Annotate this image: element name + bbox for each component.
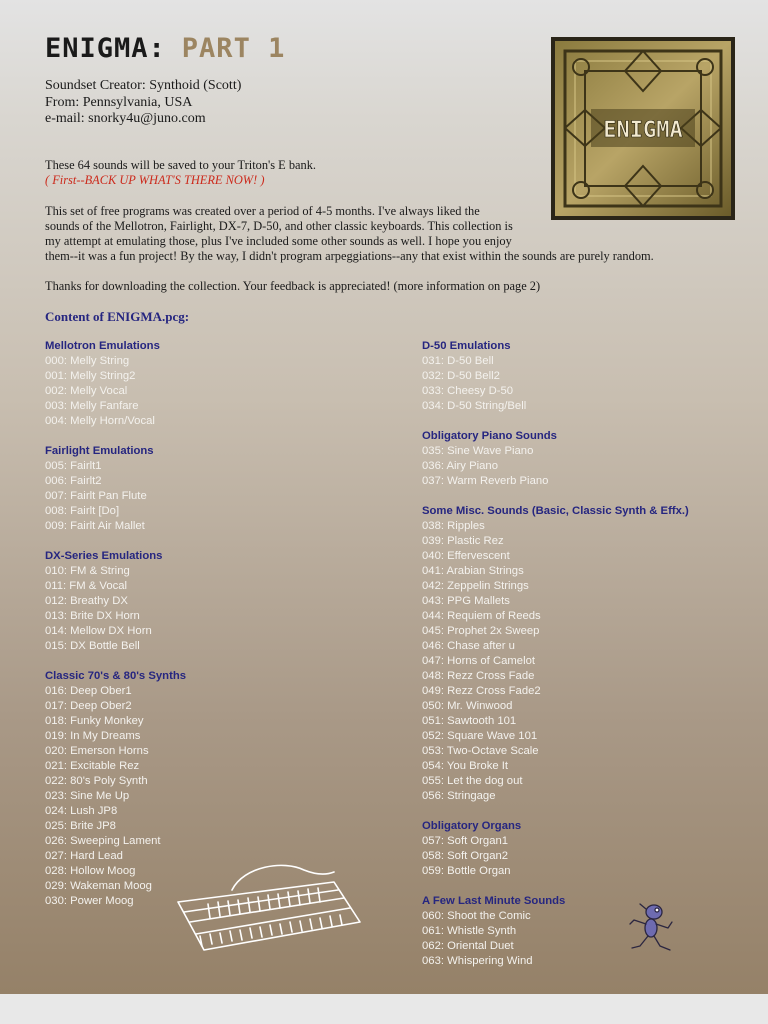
sound-program-item: 005: Fairlt1 [45,460,102,472]
sound-program-item: 008: Fairlt [Do] [45,505,120,517]
sound-program-item: 062: Oriental Duet [422,940,514,952]
sound-program-item: 016: Deep Ober1 [45,685,132,697]
sound-category [45,549,375,654]
sound-program-item: 040: Effervescent [422,550,510,562]
description-line: them--it was a fun project! By the way, I didn't program arpeggiations--any that exist within the sounds are purely random. [45,249,654,263]
sound-program-item: 011: FM & Vocal [45,580,128,592]
sound-program-item: 027: Hard Lead [45,850,123,862]
sound-category [422,894,762,969]
sound-category [45,339,375,429]
sound-program-item: 015: DX Bottle Bell [45,640,140,652]
sound-program-item: 024: Lush JP8 [45,805,118,817]
sound-program-item: 025: Brite JP8 [45,820,116,832]
sound-program-item: 031: D-50 Bell [422,355,494,367]
sound-program-item: 054: You Broke It [422,760,509,772]
category-title: A Few Last Minute Sounds [422,895,566,907]
category-title: Classic 70's & 80's Synths [45,670,187,682]
description-paragraph [45,204,745,264]
category-title: Obligatory Organs [422,820,522,832]
creature-mascot-image [624,900,676,956]
sound-program-item: 002: Melly Vocal [45,385,128,397]
sound-program-item: 047: Horns of Camelot [422,655,536,667]
intro-block [45,158,316,188]
sound-program-item: 053: Two-Octave Scale [422,745,539,757]
sound-program-item: 001: Melly String2 [45,370,136,382]
sound-program-item: 035: Sine Wave Piano [422,445,534,457]
sound-program-item: 021: Excitable Rez [45,760,140,772]
email-line: e-mail: snorky4u@juno.com [45,111,206,126]
backup-warning: ( First--BACK UP WHAT'S THERE NOW! ) [45,173,265,187]
page-bottom-margin [0,994,768,1024]
sound-program-item: 026: Sweeping Lament [45,835,161,847]
sound-program-item: 057: Soft Organ1 [422,835,509,847]
sound-program-item: 033: Cheesy D-50 [422,385,514,397]
creator-line: Soundset Creator: Synthoid (Scott) [45,78,242,93]
sound-program-item: 014: Mellow DX Horn [45,625,152,637]
sound-list-right-column [422,339,762,984]
category-title: D-50 Emulations [422,340,511,352]
sound-program-item: 013: Brite DX Horn [45,610,140,622]
sound-program-item: 052: Square Wave 101 [422,730,538,742]
description-line: my attempt at emulating those, plus I've included some other sounds as well. I hope you enjoy [45,234,512,248]
description-line: This set of free programs was created over a period of 4-5 months. I've always liked the [45,204,480,218]
cover-label: ENIGMA [603,118,683,143]
sound-program-item: 050: Mr. Winwood [422,700,513,712]
sound-program-item: 010: FM & String [45,565,130,577]
sound-category [422,339,762,414]
description-line: sounds of the Mellotron, Fairlight, DX-7, D-50, and other classic keyboards. This collection is [45,219,513,233]
sound-program-item: 030: Power Moog [45,895,134,907]
sound-program-item: 020: Emerson Horns [45,745,149,757]
content-title: Content of ENIGMA.pcg: [45,309,190,324]
sound-program-item: 038: Ripples [422,520,485,532]
title-sub: PART 1 [181,32,286,64]
title-main: ENIGMA: [45,32,166,64]
sound-category [422,429,762,489]
sound-program-item: 037: Warm Reverb Piano [422,475,549,487]
sound-program-item: 004: Melly Horn/Vocal [45,415,155,427]
sound-program-item: 036: Airy Piano [422,460,498,472]
sound-program-item: 055: Let the dog out [422,775,523,787]
category-title: Fairlight Emulations [45,445,154,457]
sound-program-item: 048: Rezz Cross Fade [422,670,535,682]
category-title: Some Misc. Sounds (Basic, Classic Synth & Effx.) [422,505,689,517]
thanks-line: Thanks for downloading the collection. Your feedback is appreciated! (more information on page 2) [45,279,541,293]
sound-program-item: 058: Soft Organ2 [422,850,509,862]
sound-program-item: 059: Bottle Organ [422,865,511,877]
sound-program-item: 012: Breathy DX [45,595,128,607]
document-title [45,32,285,64]
sound-program-item: 018: Funky Monkey [45,715,144,727]
sound-program-item: 061: Whistle Synth [422,925,517,937]
category-title: Mellotron Emulations [45,340,160,352]
sound-program-item: 006: Fairlt2 [45,475,102,487]
sound-program-item: 049: Rezz Cross Fade2 [422,685,541,697]
sound-program-item: 046: Chase after u [422,640,515,652]
creator-info [45,78,241,128]
album-cover-image [551,37,735,220]
sound-program-item: 060: Shoot the Comic [422,910,531,922]
intro-line: These 64 sounds will be saved to your Triton's E bank. [45,158,317,172]
keyboard-sketch-image [174,860,364,960]
sound-program-item: 003: Melly Fanfare [45,400,139,412]
sound-program-item: 019: In My Dreams [45,730,141,742]
sound-program-item: 043: PPG Mallets [422,595,510,607]
sound-program-item: 029: Wakeman Moog [45,880,152,892]
sound-program-item: 022: 80's Poly Synth [45,775,148,787]
sound-program-item: 042: Zeppelin Strings [422,580,529,592]
sound-program-item: 007: Fairlt Pan Flute [45,490,147,502]
sound-program-item: 063: Whispering Wind [422,955,533,967]
sound-category [422,504,762,804]
sound-program-item: 009: Fairlt Air Mallet [45,520,145,532]
sound-program-item: 051: Sawtooth 101 [422,715,517,727]
sound-program-item: 000: Melly String [45,355,130,367]
sound-program-item: 039: Plastic Rez [422,535,504,547]
sound-program-item: 028: Hollow Moog [45,865,136,877]
from-line: From: Pennsylvania, USA [45,94,193,110]
sound-program-item: 017: Deep Ober2 [45,700,132,712]
sound-list-left-column [45,339,375,924]
sound-program-item: 056: Stringage [422,790,496,802]
sound-program-item: 034: D-50 String/Bell [422,400,527,412]
sound-program-item: 023: Sine Me Up [45,790,130,802]
sound-program-item: 045: Prophet 2x Sweep [422,625,540,637]
sound-program-item: 044: Requiem of Reeds [422,610,541,622]
category-title: Obligatory Piano Sounds [422,430,557,442]
sound-category [422,819,762,879]
sound-category [45,444,375,534]
category-title: DX-Series Emulations [45,550,163,562]
sound-program-item: 032: D-50 Bell2 [422,370,500,382]
sound-program-item: 041: Arabian Strings [422,565,524,577]
